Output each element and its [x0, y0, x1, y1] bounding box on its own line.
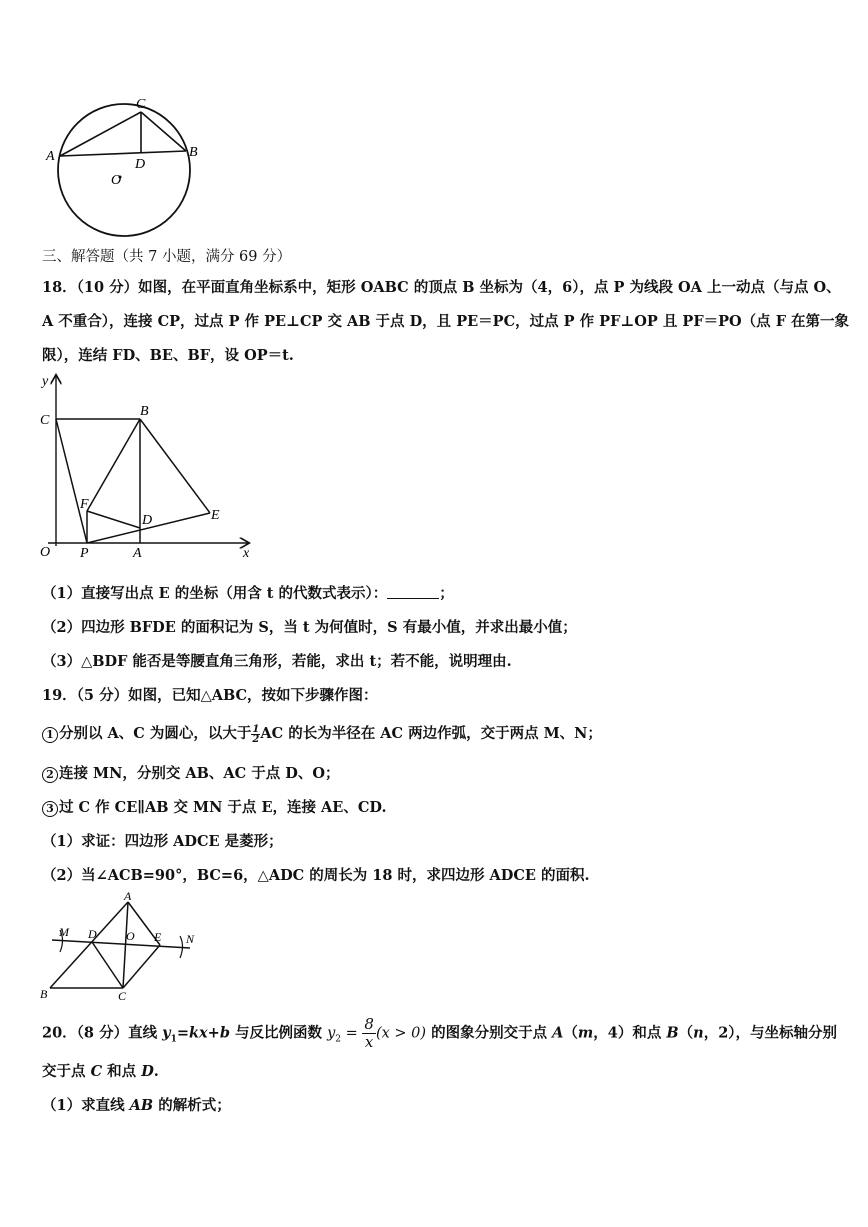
fig17-circle-diagram	[40, 90, 220, 240]
q18-text-line3: 限），连结 FD、BE、BF，设 OP＝t.	[42, 347, 294, 364]
q20-text-line1: 20．（8 分）直线 $y_1=kx+b$ 与反比例函数 $y_2$ = $\frac{8}{x}$ (x > 0) 的图象分别交于点 A（m，4）和点 B（n，2），与坐标轴分别	[42, 1015, 838, 1051]
q19-step-3	[42, 796, 387, 817]
q18-text-line2: A 不重合），连接 CP，过点 P 作 PE⊥CP 交 AB 于点 D，且 PE＝PC，过点 P 作 PF⊥OP 且 PF＝PO（点 F 在第一象	[42, 313, 850, 330]
q19-subquestion-1: （1）求证：四边形 ADCE 是菱形；	[42, 833, 283, 850]
q19-label-D: D	[88, 927, 97, 941]
q18-label-y: y	[42, 374, 49, 389]
q19-segment-CD	[92, 942, 123, 988]
fig17-chord-AB	[60, 151, 186, 156]
fraction-one-half: $\frac{1}{2}$	[252, 723, 260, 745]
q19-step1-text-a: 分别以 A、C 为圆心，以大于	[59, 725, 252, 742]
q19-label-M: M	[59, 925, 69, 939]
q18-segment-BE	[140, 419, 210, 513]
q18-subquestion-3: （3）△BDF 能否是等腰直角三角形，若能，求出 t；若不能，说明理由.	[42, 653, 512, 670]
q20-subquestion-1: （1）求直线 AB 的解析式；	[42, 1097, 231, 1114]
q19-label-O: O	[126, 929, 135, 943]
fig17-label-A: A	[46, 149, 55, 164]
q18-label-F: F	[80, 497, 89, 512]
q19-segment-CE	[123, 945, 160, 988]
q18-label-D: D	[142, 513, 153, 528]
step-1-number-badge: 1	[42, 727, 58, 743]
q18-segment-FD	[87, 511, 140, 528]
fig17-label-C: C	[136, 97, 146, 112]
q18-text-line1: 18．（10 分）如图，在平面直角坐标系中，矩形 OABC 的顶点 B 坐标为（4，6），点 P 为线段 OA 上一动点（与点 O、	[42, 279, 841, 296]
q19-label-C: C	[118, 989, 127, 1003]
q18-segment-FB	[87, 419, 140, 511]
q19-label-N: N	[186, 932, 195, 946]
q19-label-E: E	[154, 930, 162, 944]
q18-subquestion-2: （2）四边形 BFDE 的面积记为 S，当 t 为何值时，S 有最小值，并求出最小值；	[42, 619, 577, 636]
q19-subquestion-2: （2）当∠ACB=90°，BC=6，△ADC 的周长为 18 时，求四边形 ADCE 的面积.	[42, 867, 590, 884]
q19-label-A: A	[124, 889, 132, 903]
q18-label-B: B	[140, 404, 149, 419]
fig17-segment-AC	[60, 112, 141, 156]
q18-subquestion-1	[42, 582, 454, 603]
q18-label-x: x	[243, 546, 250, 561]
q18-label-C: C	[40, 413, 50, 428]
q19-step1-text-b: AC 的长为半径在 AC 两边作弧，交于两点 M、N；	[260, 725, 602, 742]
fig17-circle	[58, 104, 190, 236]
q19-step-1	[42, 722, 602, 744]
answer-blank	[387, 586, 439, 599]
q19-step-2	[42, 762, 340, 783]
q18-segment-CP	[56, 419, 87, 543]
step-2-number-badge: 2	[42, 767, 58, 783]
q18-label-E: E	[211, 508, 220, 523]
step-3-number-badge: 3	[42, 801, 58, 817]
q18-label-P: P	[80, 546, 89, 561]
section-heading: 三、解答题（共 7 小题，满分 69 分）	[42, 249, 292, 265]
q18-sub1-text: （1）直接写出点 E 的坐标（用含 t 的代数式表示）：	[42, 585, 388, 602]
q19-step2-text: 连接 MN，分别交 AB、AC 于点 D、O；	[59, 765, 340, 782]
q18-sub1-end: ；	[439, 585, 454, 602]
fig17-label-B: B	[189, 145, 198, 160]
q19-step3-text: 过 C 作 CE∥AB 交 MN 于点 E，连接 AE、CD.	[59, 799, 387, 816]
q18-label-A: A	[133, 546, 142, 561]
q19-label-B: B	[40, 987, 48, 1001]
fig17-label-D: D	[135, 157, 146, 172]
q20-text-line2: 交于点 C 和点 D.	[42, 1063, 159, 1080]
q19-line-MN	[52, 940, 190, 948]
q18-coordinate-figure	[30, 368, 270, 563]
fraction-eight-over-x: $\frac{8}{x}$	[364, 1015, 374, 1051]
fig17-label-O: O	[111, 173, 122, 188]
q18-label-O: O	[40, 545, 51, 560]
q19-intro: 19．（5 分）如图，已知△ABC，按如下步骤作图：	[42, 687, 378, 704]
q19-construction-figure	[34, 888, 214, 1006]
